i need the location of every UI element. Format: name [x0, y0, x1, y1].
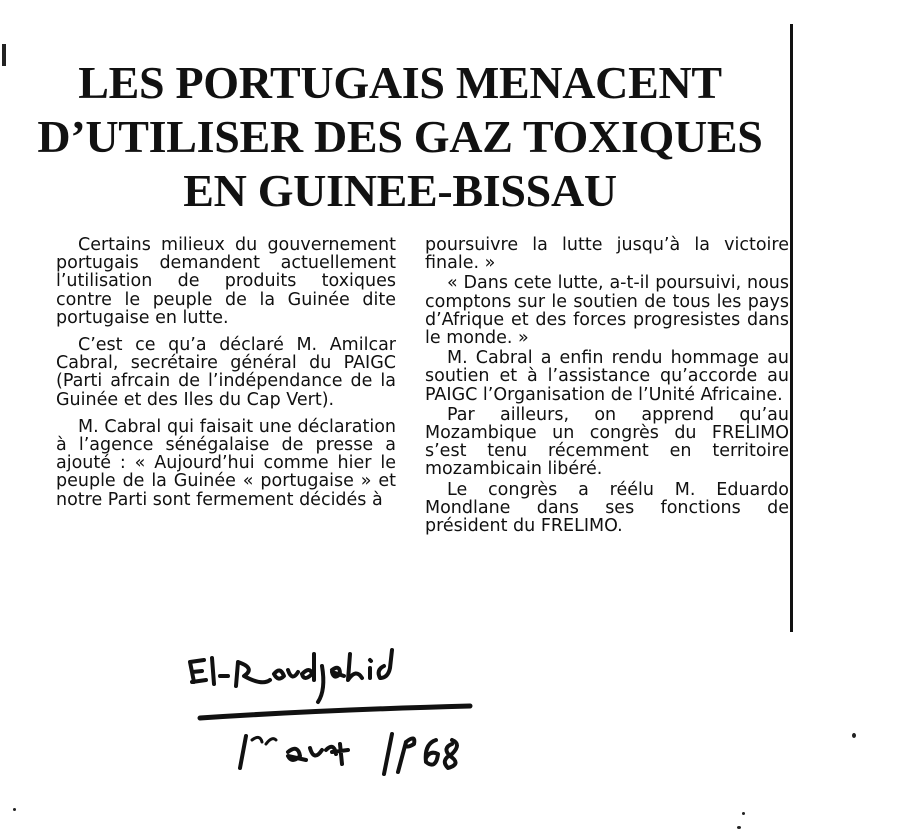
- paragraph: poursuivre la lutte jusqu’à la victoire finale. »: [425, 235, 789, 274]
- paragraph: Par ailleurs, on apprend qu’au Mozambique un congrès du FRELIMO s’est tenu récemment en territoire mozambicain libéré.: [425, 404, 789, 480]
- article-column-right: [425, 236, 789, 537]
- headline: [10, 56, 790, 218]
- paragraph: M. Cabral a enfin rendu hommage au soutien et à l’assistance qu’accorde au PAIGC l’Organisation de l’Unité Africaine.: [425, 348, 789, 405]
- paragraph: « Dans cete lutte, a-t-il poursuivi, nous comptons sur le soutien de tous les pays d’Afrique et des forces progresistes dans le monde. »: [425, 273, 789, 349]
- handwritten-source-note: [180, 640, 520, 780]
- paragraph: Le congrès a réélu M. Eduardo Mondlane dans ses fonctions de président du FRELIMO.: [425, 479, 789, 537]
- column-rule: [790, 24, 793, 632]
- article-column-left: [56, 236, 396, 518]
- headline-line-2: D’UTILISER DES GAZ TOXIQUES: [37, 111, 763, 162]
- paragraph: M. Cabral qui faisait une déclaration à l’agence sénégalaise de presse a ajouté : « Aujourd’hui comme hier le peuple de la Guinée « portugaise » et notre Parti sont fermement décidés à: [56, 416, 396, 510]
- headline-line-3: EN GUINEE-BISSAU: [183, 165, 617, 216]
- paragraph: Certains milieux du gouvernement portugais demandent actuellement l’utilisation de produits toxiques contre le peuple de la Guinée dite portugaise en lutte.: [56, 235, 396, 328]
- left-edge-mark: [2, 44, 6, 66]
- paragraph: C’est ce qu’a déclaré M. Amilcar Cabral, secrétaire général du PAIGC (Parti afrcain de l’indépendance de la Guinée et des Iles du Cap Vert).: [56, 335, 396, 410]
- headline-line-1: LES PORTUGAIS MENACENT: [78, 57, 722, 108]
